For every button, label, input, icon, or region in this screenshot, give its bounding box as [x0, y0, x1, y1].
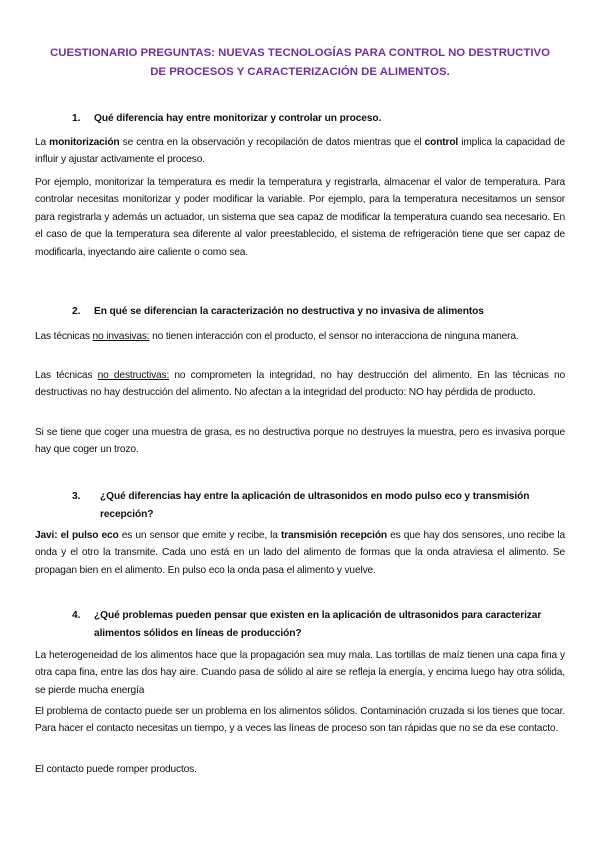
text-run: es que hay dos sensores, uno recibe la onda y el otro la transmite. Cada uno está en un lado del alimento de formas que la onda atraviesa el alimento. Se propagan bien en el alimento. En pulso eco la onda pasa el alimento y vuelve. — [35, 530, 565, 576]
answer-1-paragraph-1 — [35, 134, 565, 169]
term-transmision-recepcion: transmisión recepción — [280, 530, 387, 541]
text-run: implica la capacidad de influir y ajustar activamente el proceso. — [35, 137, 565, 166]
question-text: Qué diferencia hay entre monitorizar y controlar un proceso. — [94, 113, 382, 124]
question-number: 4. — [72, 610, 81, 621]
text-run: La — [35, 137, 50, 148]
answer-4-paragraph-3: El contacto puede romper productos. — [35, 764, 197, 775]
answer-4-paragraph-1: La heterogeneidad de los alimentos hace que la propagación sea muy mala. Las tortillas de maíz tienen una capa fina y otra capa fina, entre las dos hay aire. Cuando pasa de sólido al aire se refleja la energía, y encima luego hay otra sólida, se pierde mucha energía — [35, 650, 565, 696]
question-number: 3. — [72, 491, 81, 502]
text-run: Las técnicas — [35, 370, 98, 381]
answer-4-paragraph-2: El problema de contacto puede ser un problema en los alimentos sólidos. Contaminación cruzada si los tienes que tocar. Para hacer el contacto necesitas un tiempo, y a veces las líneas de proceso son tan rápidas que no se da ese contacto. — [35, 706, 565, 735]
text-run: no tienen interacción con el producto, el sensor no interacciona de ninguna manera. — [149, 331, 519, 342]
text-run: es un sensor que emite y recibe, la — [118, 530, 281, 541]
term-no-invasivas: no invasivas: — [92, 331, 150, 342]
question-text: ¿Qué problemas pueden pensar que existen en la aplicación de ultrasonidos para caracterizar alimentos sólidos en líneas de producción? — [94, 610, 542, 639]
answer-2-paragraph-1 — [35, 328, 565, 345]
question-number: 2. — [72, 306, 81, 317]
question-3-heading — [72, 488, 562, 524]
term-no-destructivas: no destructivas: — [97, 370, 170, 381]
term-pulso-eco: Javi: el pulso eco — [35, 530, 119, 541]
question-text: En qué se diferencian la caracterización no destructiva y no invasiva de alimentos — [94, 306, 484, 317]
question-number: 1. — [72, 113, 81, 124]
question-1-heading — [72, 110, 562, 128]
document-title — [40, 44, 560, 82]
text-run: Las técnicas — [35, 331, 93, 342]
question-text: ¿Qué diferencias hay entre la aplicación de ultrasonidos en modo pulso eco y transmisión recepción? — [100, 491, 530, 520]
text-run: no comprometen la integridad, no hay destrucción del alimento. En las técnicas no destructivas no hay destrucción del alimento. No afectan a la integridad del producto: NO hay pérdida de producto. — [35, 370, 566, 399]
title-line-1: CUESTIONARIO PREGUNTAS: NUEVAS TECNOLOGÍAS PARA CONTROL NO DESTRUCTIVO — [50, 47, 550, 59]
question-4-heading — [72, 607, 562, 643]
answer-2-paragraph-3: Si se tiene que coger una muestra de grasa, es no destructiva porque no destruyes la muestra, pero es invasiva porque hay que coger un trozo. — [35, 427, 565, 456]
answer-3-paragraph-1 — [35, 527, 565, 579]
answer-2-paragraph-2 — [35, 367, 565, 402]
title-line-2: DE PROCESOS Y CARACTERIZACIÓN DE ALIMENTOS. — [150, 66, 450, 78]
term-control: control — [424, 137, 459, 148]
answer-1-paragraph-2: Por ejemplo, monitorizar la temperatura es medir la temperatura y registrarla, almacenar el valor de temperatura. Para controlar necesitas monitorizar y poder modificar la variable. Por ejemplo, para la temperatura necesitamos un sensor para registrarla y además un actuador, un sistema que sea capaz de modificar la temperatura cuando sea necesario. En el caso de que la temperatura sea diferente al valor preestablecido, el sistema de refrigeración tiene que ser capaz de modificarla, inyectando aire caliente o como sea. — [35, 177, 565, 258]
question-2-heading — [72, 303, 562, 321]
text-run: se centra en la observación y recopilación de datos mientras que el — [119, 137, 425, 148]
term-monitorizacion: monitorización — [49, 137, 120, 148]
